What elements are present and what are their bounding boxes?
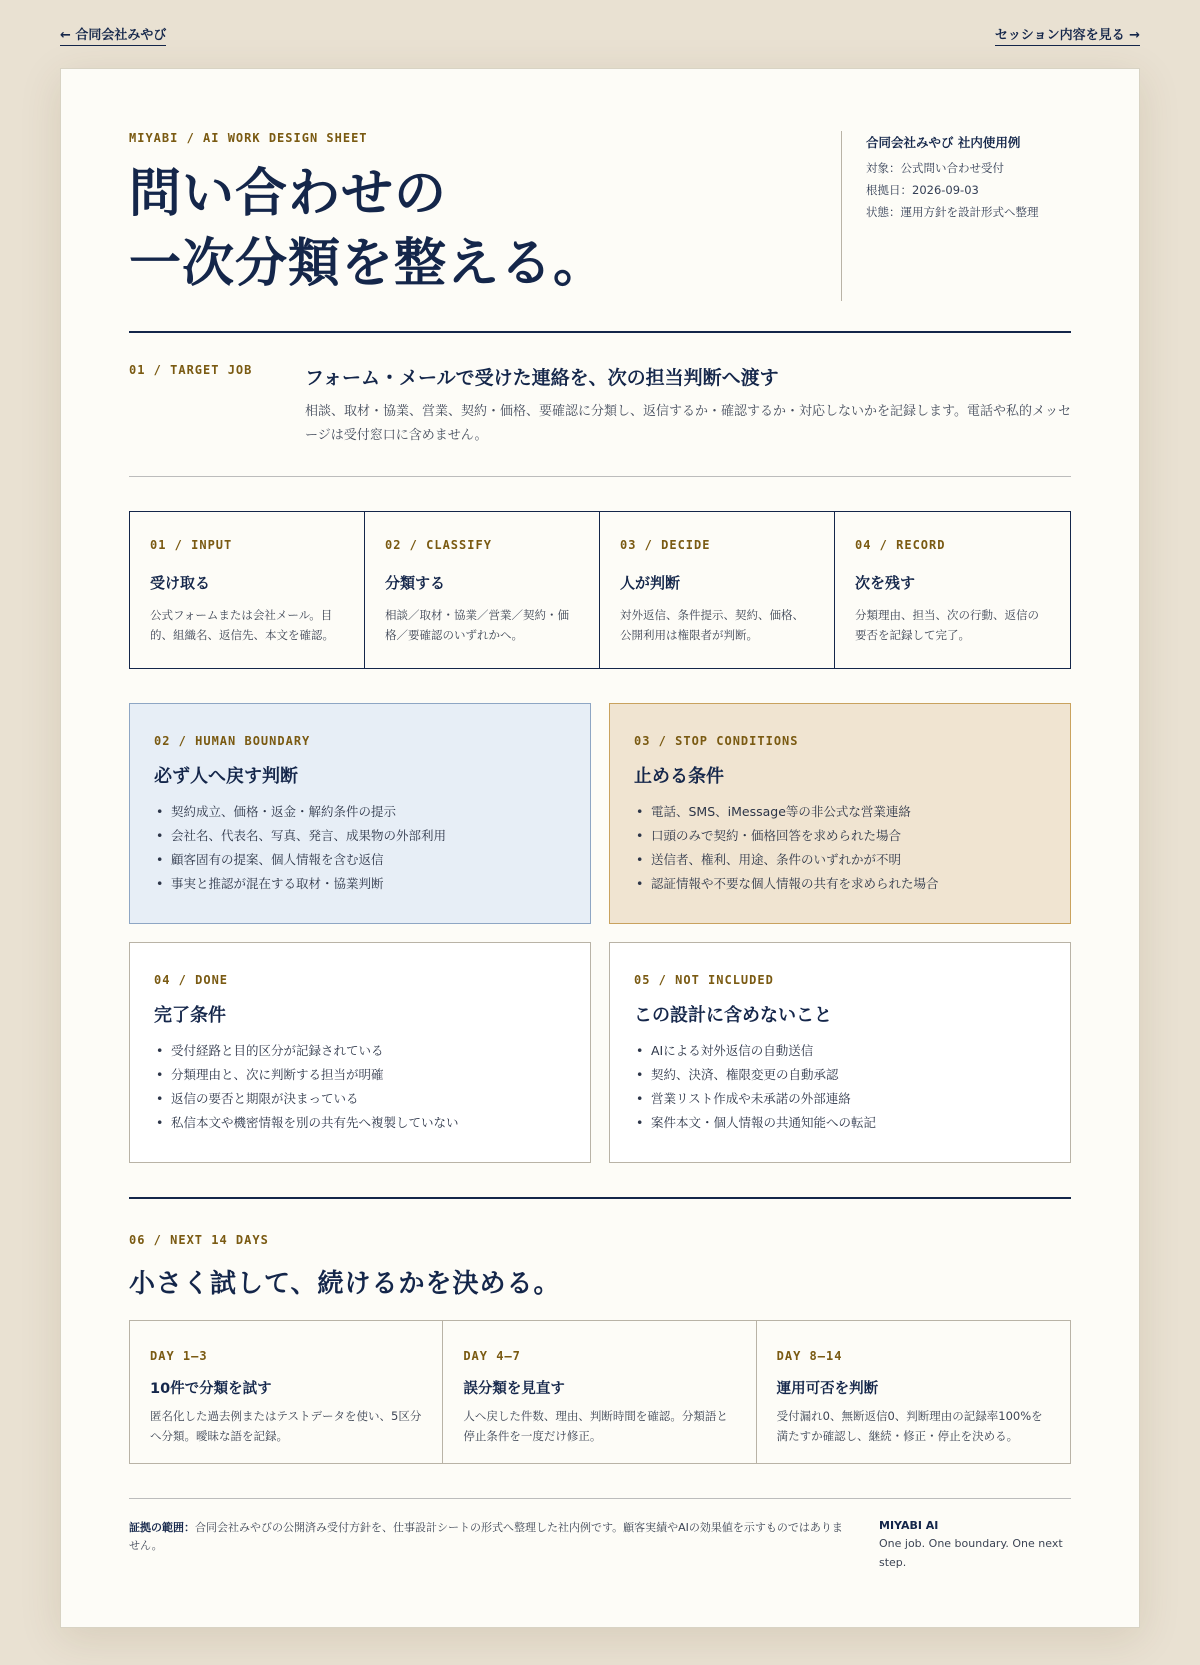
step-text: 対外返信、条件提示、契約、価格、公開利用は権限者が判断。 xyxy=(620,608,804,642)
list-item: • 受付経路と目的区分が記録されている xyxy=(154,1039,566,1063)
day-card-2 xyxy=(443,1321,756,1463)
meta-target: 対象：公式問い合わせ受付 xyxy=(866,161,1004,175)
list-item: • 電話、SMS、iMessage等の非公式な営業連絡 xyxy=(634,800,1046,824)
day-title: 運用可否を判断 xyxy=(776,1381,879,1397)
step-label: 01 / INPUT xyxy=(150,538,233,552)
list-item: • 返信の要否と期限が決まっている xyxy=(154,1087,566,1111)
list-item: • AIによる対外返信の自動送信 xyxy=(634,1039,1046,1063)
box-label: 02 / HUMAN BOUNDARY xyxy=(154,734,311,748)
step-title: 人が判断 xyxy=(620,574,681,592)
day-title: 誤分類を見直す xyxy=(463,1381,565,1397)
top-nav xyxy=(60,24,1140,46)
target-job-section xyxy=(129,333,1071,476)
list-item: • 営業リスト作成や未承諾の外部連絡 xyxy=(634,1087,1046,1111)
step-title: 分類する xyxy=(385,574,446,592)
meta-date: 根拠日：2026-09-03 xyxy=(866,183,979,197)
day-label: DAY 1–3 xyxy=(150,1349,208,1363)
list-item: • 契約成立、価格・返金・解約条件の提示 xyxy=(154,800,566,824)
box-title: この設計に含めないこと xyxy=(634,1005,832,1026)
box-label: 05 / NOT INCLUDED xyxy=(634,973,774,987)
step-title: 次を残す xyxy=(855,574,916,592)
box-title: 完了条件 xyxy=(154,1005,226,1026)
sheet-header xyxy=(129,131,1071,301)
sheet-footer xyxy=(129,1498,1071,1572)
day-text: 受付漏れ0、無断返信0、判断理由の記録率100%を満たすか確認し、継続・修正・停止を決める。 xyxy=(776,1409,1043,1443)
list-item: • 分類理由と、次に判断する担当が明確 xyxy=(154,1063,566,1087)
step-decide xyxy=(600,512,835,668)
step-title: 受け取る xyxy=(150,574,211,592)
step-text: 分類理由、担当、次の行動、返信の要否を記録して完了。 xyxy=(855,608,1039,642)
list-item: • 事実と推認が混在する取材・協業判断 xyxy=(154,872,566,896)
evidence-text: 合同会社みやびの公開済み受付方針を、仕事設計シートの形式へ整理した社内例です。顧客実績やAIの効果値を示すものではありません。 xyxy=(129,1521,843,1552)
day-plan xyxy=(129,1320,1071,1464)
list-item: • 契約、決済、権限変更の自動承認 xyxy=(634,1063,1046,1087)
brand-block xyxy=(879,1519,1071,1572)
list-item: • 案件本文・個人情報の共通知能への転記 xyxy=(634,1111,1046,1135)
next-heading: 小さく試して、続けるかを決める。 xyxy=(129,1269,561,1299)
stop-conditions-box xyxy=(609,703,1071,924)
day-card-3 xyxy=(757,1321,1070,1463)
design-sheet xyxy=(60,68,1140,1628)
box-label: 03 / STOP CONDITIONS xyxy=(634,734,799,748)
day-text: 匿名化した過去例またはテストデータを使い、5区分へ分類。曖昧な語を記録。 xyxy=(150,1409,422,1443)
step-text: 相談／取材・協業／営業／契約・価格／要確認のいずれかへ。 xyxy=(385,608,569,642)
evidence-note xyxy=(129,1519,879,1572)
day-title: 10件で分類を試す xyxy=(150,1381,272,1397)
day-card-1 xyxy=(130,1321,443,1463)
step-record xyxy=(835,512,1070,668)
meta-block xyxy=(841,131,1071,301)
target-job-body: 相談、取材・協業、営業、契約・価格、要確認に分類し、返信するか・確認するか・対応しないかを記録します。電話や私的メッセージは受付窓口に含めません。 xyxy=(305,404,1071,443)
evidence-label: 証拠の範囲： xyxy=(129,1521,195,1534)
box-label: 04 / DONE xyxy=(154,973,229,987)
title-line-1: 問い合わせの xyxy=(129,163,448,224)
brand-name: MIYABI AI xyxy=(879,1519,939,1532)
step-label: 02 / CLASSIFY xyxy=(385,538,492,552)
not-included-box xyxy=(609,942,1071,1163)
title-line-2: 一次分類を整える。 xyxy=(129,233,607,294)
brand-tagline: One job. One boundary. One next step. xyxy=(879,1537,1063,1569)
process-steps xyxy=(129,511,1071,669)
next-14-days-section xyxy=(129,1197,1071,1464)
next-label: 06 / NEXT 14 DAYS xyxy=(129,1233,269,1247)
list-item: • 送信者、権利、用途、条件のいずれかが不明 xyxy=(634,848,1046,872)
list-item: • 私信本文や機密情報を別の共有先へ複製していない xyxy=(154,1111,566,1135)
human-boundary-box xyxy=(129,703,591,924)
list-item: • 認証情報や不要な個人情報の共有を求められた場合 xyxy=(634,872,1046,896)
step-label: 04 / RECORD xyxy=(855,538,946,552)
header-title-block xyxy=(129,131,841,301)
list-item: • 顧客固有の提案、個人情報を含む返信 xyxy=(154,848,566,872)
day-text: 人へ戻した件数、理由、判断時間を確認。分類語と停止条件を一度だけ修正。 xyxy=(463,1409,728,1443)
sheet-kicker: MIYABI / AI WORK DESIGN SHEET xyxy=(129,131,368,145)
day-label: DAY 4–7 xyxy=(463,1349,521,1363)
meta-org: 合同会社みやび 社内使用例 xyxy=(866,135,1021,150)
back-link[interactable]: ← 合同会社みやび xyxy=(60,24,166,46)
page-title xyxy=(129,159,841,299)
done-box xyxy=(129,942,591,1163)
list-item: • 会社名、代表名、写真、発言、成果物の外部利用 xyxy=(154,824,566,848)
step-text: 公式フォームまたは会社メール。目的、組織名、返信先、本文を確認。 xyxy=(150,608,334,642)
day-label: DAY 8–14 xyxy=(776,1349,843,1363)
meta-status: 状態：運用方針を設計形式へ整理 xyxy=(866,205,1039,219)
box-title: 止める条件 xyxy=(634,766,724,787)
step-classify xyxy=(365,512,600,668)
session-link[interactable]: セッション内容を見る → xyxy=(995,24,1140,46)
section-divider xyxy=(129,476,1071,477)
step-label: 03 / DECIDE xyxy=(620,538,711,552)
target-job-label: 01 / TARGET JOB xyxy=(129,363,253,377)
box-title: 必ず人へ戻す判断 xyxy=(154,766,298,787)
condition-boxes xyxy=(129,703,1071,1163)
step-input xyxy=(130,512,365,668)
target-job-heading: フォーム・メールで受けた連絡を、次の担当判断へ渡す xyxy=(305,367,779,389)
list-item: • 口頭のみで契約・価格回答を求められた場合 xyxy=(634,824,1046,848)
